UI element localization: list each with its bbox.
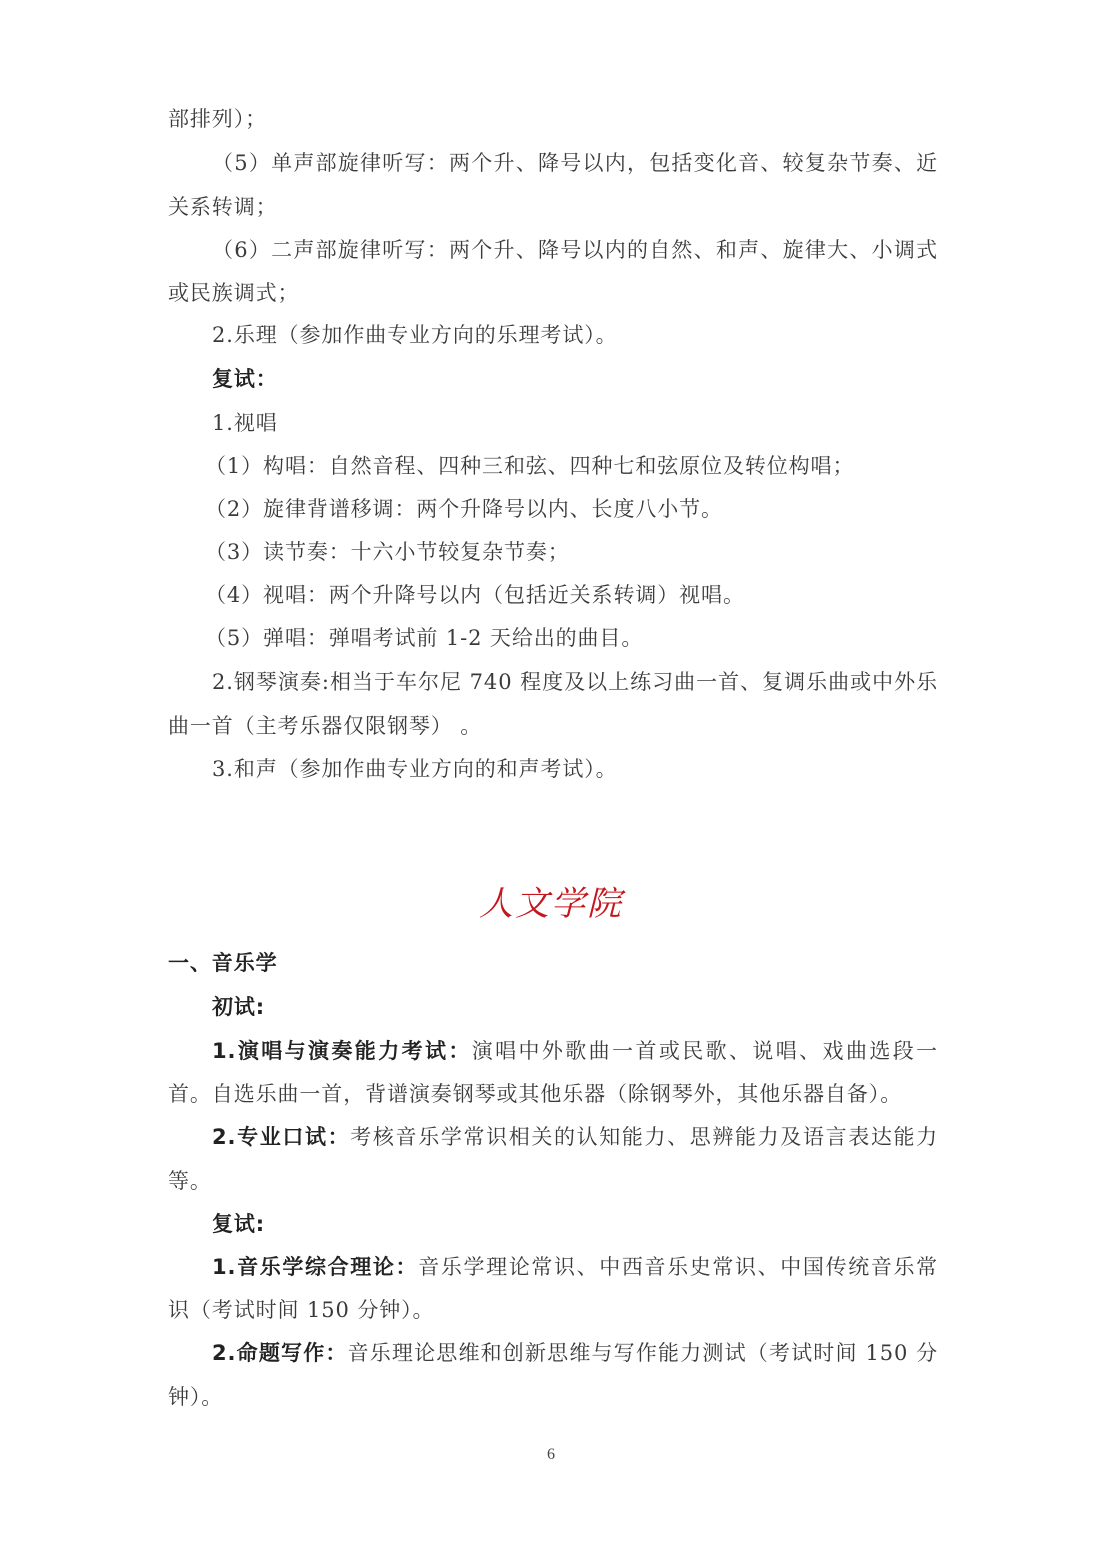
retest-item-2 <box>212 1338 938 1368</box>
text-line: 或民族调式； <box>168 281 300 305</box>
item-text: 音乐理论思维和创新思维与写作能力测试（考试时间 150 分 <box>347 1341 939 1365</box>
text-line: 识（考试时间 150 分钟）。 <box>168 1298 435 1322</box>
text-line: 关系转调； <box>168 195 278 219</box>
item-label: 2.专业口试： <box>212 1125 351 1149</box>
item-label: 2.命题写作： <box>212 1341 348 1365</box>
text-line: 3.和声（参加作曲专业方向的和声考试）。 <box>212 757 618 781</box>
text-line: 钟）。 <box>168 1385 224 1409</box>
text-line: 2.钢琴演奏:相当于车尔尼 740 程度及以上练习曲一首、复调乐曲或中外乐 <box>212 670 938 694</box>
item-text: 音乐学理论常识、中西音乐史常识、中国传统音乐常 <box>418 1255 938 1279</box>
text-line: 部排列）； <box>168 107 267 131</box>
text-line: 首。自选乐曲一首，背谱演奏钢琴或其他乐器（除钢琴外，其他乐器自备）。 <box>168 1082 903 1106</box>
initial-item-1 <box>212 1036 938 1066</box>
text-line: （5）弹唱：弹唱考试前 1-2 天给出的曲目。 <box>205 626 644 650</box>
page-number: 6 <box>547 1446 555 1463</box>
text-line: （1）构唱：自然音程、四种三和弦、四种七和弦原位及转位构唱； <box>205 454 855 478</box>
text-line: 等。 <box>168 1169 212 1193</box>
item-label: 1.音乐学综合理论： <box>212 1255 419 1279</box>
item-text: 演唱中外歌曲一首或民歌、说唱、戏曲选段一 <box>471 1039 939 1063</box>
text-line: （5）单声部旋律听写：两个升、降号以内，包括变化音、较复杂节奏、近 <box>212 151 938 175</box>
text-line: （3）读节奏：十六小节较复杂节奏； <box>205 540 570 564</box>
item-text: 考核音乐学常识相关的认知能力、思辨能力及语言表达能力 <box>350 1125 939 1149</box>
college-title: 人文学院 <box>479 884 623 924</box>
retest-heading: 复试： <box>212 367 278 391</box>
item-label: 1.演唱与演奏能力考试： <box>212 1039 472 1063</box>
retest-heading: 复试: <box>212 1212 266 1236</box>
text-line: 2.乐理（参加作曲专业方向的乐理考试）。 <box>212 323 618 347</box>
text-line: （2）旋律背谱移调：两个升降号以内、长度八小节。 <box>205 497 723 521</box>
retest-item-1 <box>212 1252 938 1282</box>
initial-exam-heading: 初试: <box>212 995 266 1019</box>
text-line: 曲一首（主考乐器仅限钢琴） 。 <box>168 714 483 738</box>
major-heading: 一、音乐学 <box>168 951 278 975</box>
initial-item-2 <box>212 1122 938 1152</box>
text-line: 1.视唱 <box>212 411 278 435</box>
text-line: （6）二声部旋律听写：两个升、降号以内的自然、和声、旋律大、小调式 <box>212 238 938 262</box>
text-line: （4）视唱：两个升降号以内（包括近关系转调）视唱。 <box>205 583 745 607</box>
